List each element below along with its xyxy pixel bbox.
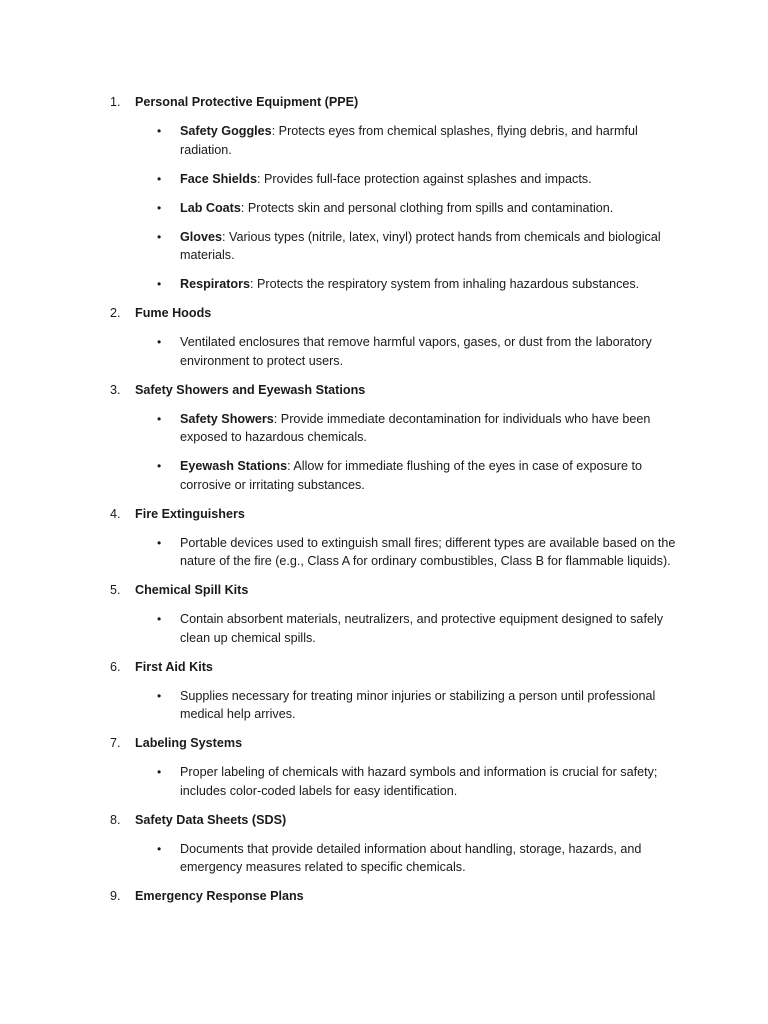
item-description: : Protects eyes from chemical splashes, flying debris, and harmful radiation. bbox=[180, 124, 638, 157]
bullet-dot-icon: • bbox=[157, 459, 162, 473]
section-title: Labeling Systems bbox=[135, 736, 243, 750]
bullet-dot-icon: • bbox=[157, 765, 162, 779]
section-number: 3. bbox=[110, 382, 121, 397]
section-number: 1. bbox=[110, 95, 121, 109]
list-item bbox=[110, 122, 690, 159]
section-number: 7. bbox=[110, 736, 121, 750]
section-number: 6. bbox=[110, 659, 121, 674]
bullet-list bbox=[110, 840, 690, 877]
bullet-dot-icon: • bbox=[157, 411, 162, 426]
list-section-3 bbox=[110, 381, 690, 495]
bullet-list bbox=[110, 687, 690, 724]
section-title: Emergency Response Plans bbox=[135, 889, 304, 903]
list-section-1 bbox=[110, 93, 690, 294]
bullet-list bbox=[110, 763, 690, 800]
item-description: Portable devices used to extinguish small fires; different types are available based on the nature of the fire (e.g., Class A for ordinary combustibles, Class B for flammable liquids). bbox=[180, 535, 676, 568]
item-description: Documents that provide detailed information about handling, storage, hazards, and emergency measures related to specific chemicals. bbox=[180, 841, 642, 874]
item-term: Gloves bbox=[180, 229, 222, 244]
list-section-8 bbox=[110, 811, 690, 877]
item-term: Lab Coats bbox=[180, 200, 241, 215]
item-description: Supplies necessary for treating minor injuries or stabilizing a person until professional medical help arrives. bbox=[180, 688, 656, 721]
item-description: : Allow for immediate flushing of the eyes in case of exposure to corrosive or irritating substances. bbox=[180, 459, 643, 492]
bullet-list bbox=[110, 122, 690, 294]
bullet-dot-icon: • bbox=[157, 841, 162, 856]
equipment-list bbox=[110, 93, 690, 916]
list-item bbox=[110, 840, 690, 877]
section-number: 2. bbox=[110, 306, 121, 320]
item-description: : Protects skin and personal clothing from spills and contamination. bbox=[240, 200, 614, 215]
list-item bbox=[110, 457, 690, 494]
list-section-9 bbox=[110, 887, 690, 906]
bullet-dot-icon: • bbox=[157, 277, 162, 291]
list-section-5 bbox=[110, 581, 690, 647]
bullet-dot-icon: • bbox=[157, 335, 162, 349]
bullet-dot-icon: • bbox=[157, 535, 162, 550]
item-term: Eyewash Stations bbox=[180, 459, 288, 473]
bullet-dot-icon: • bbox=[157, 229, 162, 244]
section-title: Fume Hoods bbox=[135, 306, 212, 320]
item-description: : Various types (nitrile, latex, vinyl) protect hands from chemicals and biological materials. bbox=[180, 229, 661, 262]
item-term: Safety Showers bbox=[180, 411, 274, 426]
item-term: Face Shields bbox=[180, 171, 257, 186]
list-item bbox=[110, 410, 690, 447]
item-description: : Provide immediate decontamination for individuals who have been exposed to hazardous chemicals. bbox=[180, 411, 651, 444]
bullet-list bbox=[110, 333, 690, 370]
bullet-dot-icon: • bbox=[157, 171, 162, 186]
item-description: Proper labeling of chemicals with hazard symbols and information is crucial for safety; includes color-coded labels for easy identification. bbox=[180, 765, 658, 798]
section-title: Safety Showers and Eyewash Stations bbox=[135, 382, 366, 397]
section-title: Safety Data Sheets (SDS) bbox=[135, 812, 287, 827]
section-title: Chemical Spill Kits bbox=[135, 583, 249, 597]
bullet-list bbox=[110, 610, 690, 647]
bullet-dot-icon: • bbox=[157, 200, 162, 215]
section-number: 5. bbox=[110, 583, 121, 597]
bullet-dot-icon: • bbox=[157, 612, 162, 626]
item-description: Contain absorbent materials, neutralizers, and protective equipment designed to safely clean up chemical spills. bbox=[180, 612, 664, 645]
item-description: Ventilated enclosures that remove harmful vapors, gases, or dust from the laboratory environment to protect users. bbox=[180, 335, 652, 368]
list-item bbox=[110, 534, 690, 571]
list-item bbox=[110, 199, 690, 218]
list-item bbox=[110, 333, 690, 370]
bullet-dot-icon: • bbox=[157, 688, 162, 703]
section-number: 4. bbox=[110, 506, 121, 521]
section-number: 9. bbox=[110, 889, 121, 903]
item-description: : Protects the respiratory system from inhaling hazardous substances. bbox=[250, 277, 640, 291]
list-item bbox=[110, 228, 690, 265]
bullet-dot-icon: • bbox=[157, 124, 162, 138]
section-title: Fire Extinguishers bbox=[135, 506, 245, 521]
item-term: Respirators bbox=[180, 277, 250, 291]
list-item bbox=[110, 275, 690, 294]
list-section-4 bbox=[110, 505, 690, 571]
item-description: : Provides full-face protection against splashes and impacts. bbox=[257, 171, 592, 186]
item-term: Safety Goggles bbox=[180, 124, 272, 138]
list-section-2 bbox=[110, 304, 690, 370]
section-title: First Aid Kits bbox=[135, 659, 213, 674]
section-number: 8. bbox=[110, 812, 121, 827]
list-item bbox=[110, 610, 690, 647]
bullet-list bbox=[110, 410, 690, 495]
list-section-6 bbox=[110, 658, 690, 724]
list-section-7 bbox=[110, 734, 690, 800]
list-item bbox=[110, 763, 690, 800]
bullet-list bbox=[110, 534, 690, 571]
list-item bbox=[110, 687, 690, 724]
section-title: Personal Protective Equipment (PPE) bbox=[135, 95, 359, 109]
list-item bbox=[110, 170, 690, 189]
